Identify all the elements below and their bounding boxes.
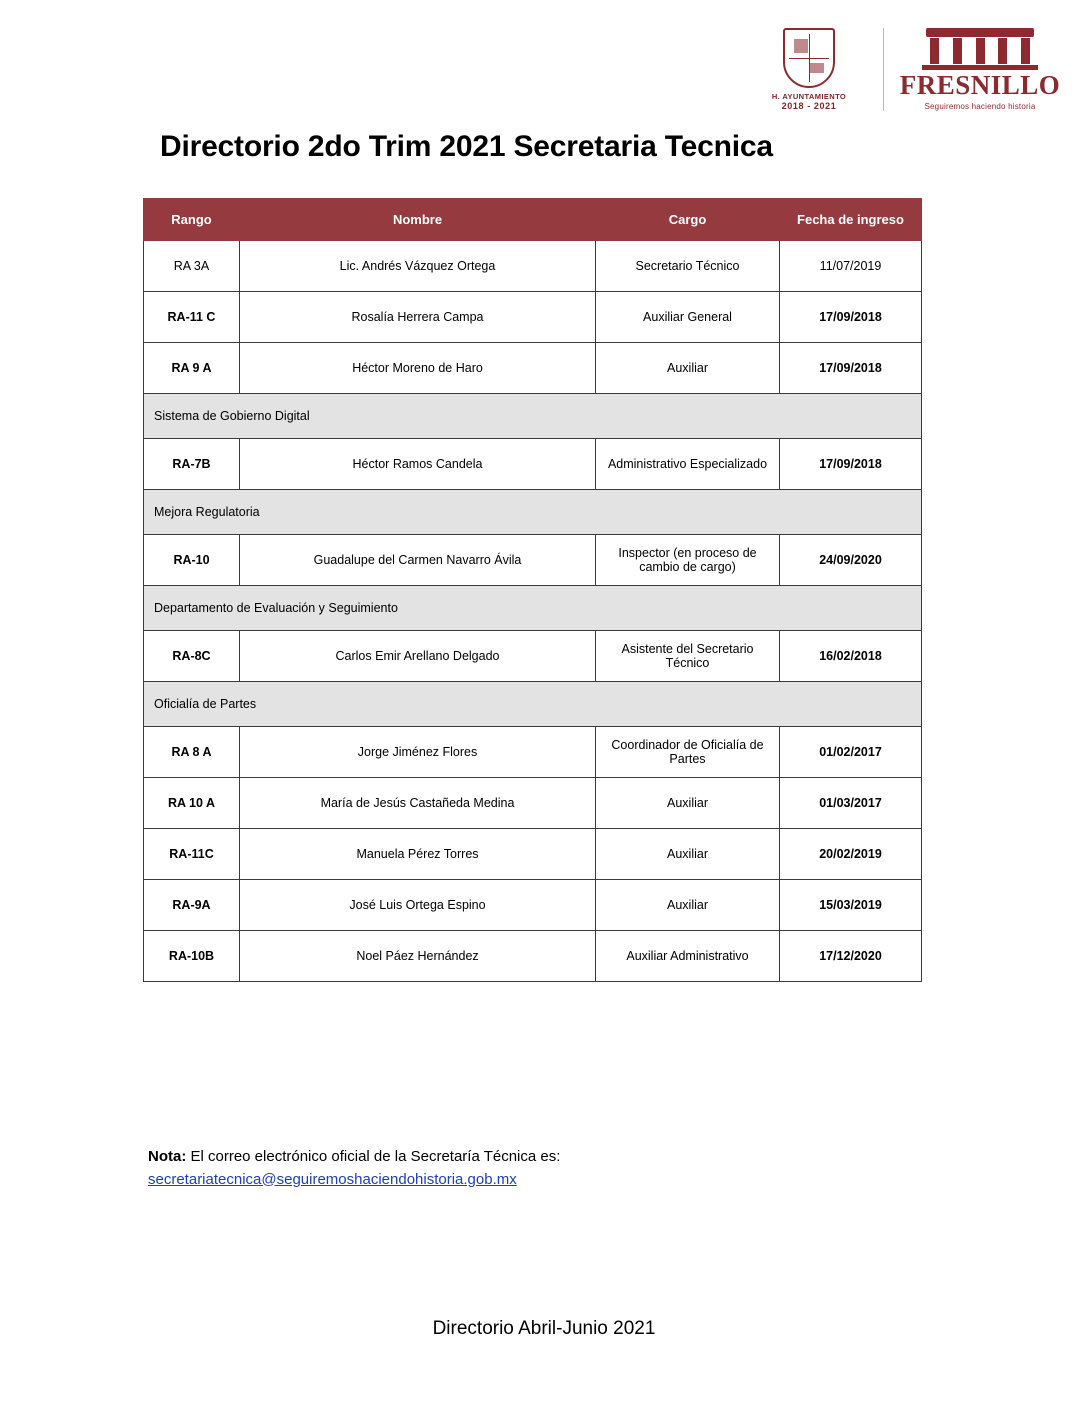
fresnillo-brand-block (884, 28, 1060, 111)
directory-table (143, 198, 922, 982)
column-header-nombre: Nombre (240, 199, 596, 241)
page-title: Directorio 2do Trim 2021 Secretaria Tecnica (160, 130, 773, 163)
cell-nombre: María de Jesús Castañeda Medina (240, 778, 596, 829)
cell-fecha-ingreso: 17/12/2020 (780, 931, 922, 982)
section-label: Mejora Regulatoria (144, 490, 922, 535)
cell-rango: RA-11C (144, 829, 240, 880)
cell-fecha-ingreso: 17/09/2018 (780, 439, 922, 490)
document-header-logos (749, 28, 1060, 124)
municipal-crest-block (749, 28, 884, 111)
table-section-row (144, 490, 922, 535)
fresnillo-building-icon (920, 28, 1040, 70)
cell-cargo: Coordinador de Oficialía de Partes (596, 727, 780, 778)
cell-fecha-ingreso: 17/09/2018 (780, 292, 922, 343)
crest-line-1: H. AYUNTAMIENTO (771, 92, 847, 101)
table-row (144, 241, 922, 292)
cell-rango: RA 3A (144, 241, 240, 292)
column-header-cargo: Cargo (596, 199, 780, 241)
table-row (144, 778, 922, 829)
table-row (144, 727, 922, 778)
building-base (922, 65, 1038, 70)
table-row (144, 880, 922, 931)
cell-fecha-ingreso: 01/02/2017 (780, 727, 922, 778)
section-label: Departamento de Evaluación y Seguimiento (144, 586, 922, 631)
cell-fecha-ingreso: 20/02/2019 (780, 829, 922, 880)
cell-fecha-ingreso: 16/02/2018 (780, 631, 922, 682)
table-section-row (144, 394, 922, 439)
table-row (144, 439, 922, 490)
table-row (144, 535, 922, 586)
page-footer: Directorio Abril-Junio 2021 (432, 1318, 656, 1339)
table-section-row (144, 586, 922, 631)
cell-rango: RA 8 A (144, 727, 240, 778)
cell-cargo: Auxiliar (596, 343, 780, 394)
official-email-link[interactable]: secretariatecnica@seguiremoshaciendohistoria.gob.mx (148, 1170, 517, 1188)
cell-nombre: Héctor Moreno de Haro (240, 343, 596, 394)
note-text: El correo electrónico oficial de la Secretaría Técnica es: (186, 1148, 561, 1165)
cell-fecha-ingreso: 11/07/2019 (780, 241, 922, 292)
cell-nombre: Jorge Jiménez Flores (240, 727, 596, 778)
cell-fecha-ingreso: 17/09/2018 (780, 343, 922, 394)
crest-line-2: 2018 - 2021 (781, 101, 837, 111)
cell-rango: RA-10B (144, 931, 240, 982)
table-header-row (144, 199, 922, 241)
cell-rango: RA-10 (144, 535, 240, 586)
table-row (144, 343, 922, 394)
column-header-rango: Rango (144, 199, 240, 241)
cell-rango: RA-9A (144, 880, 240, 931)
cell-rango: RA-8C (144, 631, 240, 682)
column-header-fecha: Fecha de ingreso (780, 199, 922, 241)
cell-nombre: Rosalía Herrera Campa (240, 292, 596, 343)
crest-quarter-lower-right (810, 63, 824, 73)
cell-cargo: Inspector (en proceso de cambio de cargo) (596, 535, 780, 586)
cell-cargo: Auxiliar (596, 778, 780, 829)
table-header (144, 199, 922, 241)
fresnillo-tagline: Seguiremos haciendo historia (924, 102, 1036, 111)
cell-cargo: Asistente del Secretario Técnico (596, 631, 780, 682)
cell-fecha-ingreso: 15/03/2019 (780, 880, 922, 931)
cell-nombre: Guadalupe del Carmen Navarro Ávila (240, 535, 596, 586)
cell-cargo: Auxiliar (596, 829, 780, 880)
cell-nombre: Manuela Pérez Torres (240, 829, 596, 880)
cell-nombre: Lic. Andrés Vázquez Ortega (240, 241, 596, 292)
table-row (144, 292, 922, 343)
table-body (144, 241, 922, 982)
cell-nombre: Noel Páez Hernández (240, 931, 596, 982)
cell-cargo: Secretario Técnico (596, 241, 780, 292)
section-label: Sistema de Gobierno Digital (144, 394, 922, 439)
building-roof (926, 28, 1034, 37)
crest-quarter-upper-left (794, 39, 808, 53)
table-section-row (144, 682, 922, 727)
cell-cargo: Auxiliar General (596, 292, 780, 343)
note-label: Nota: (148, 1148, 187, 1165)
cell-rango: RA-11 C (144, 292, 240, 343)
cell-fecha-ingreso: 01/03/2017 (780, 778, 922, 829)
cell-cargo: Administrativo Especializado (596, 439, 780, 490)
cell-rango: RA 10 A (144, 778, 240, 829)
cell-nombre: Héctor Ramos Candela (240, 439, 596, 490)
cell-cargo: Auxiliar Administrativo (596, 931, 780, 982)
building-columns (930, 38, 1030, 64)
directory-table-container (143, 198, 921, 982)
cell-rango: RA-7B (144, 439, 240, 490)
cell-fecha-ingreso: 24/09/2020 (780, 535, 922, 586)
municipal-crest-icon (783, 28, 835, 88)
note-block (148, 1146, 908, 1191)
cell-nombre: Carlos Emir Arellano Delgado (240, 631, 596, 682)
fresnillo-wordmark: FRESNILLO (899, 70, 1061, 100)
table-row (144, 931, 922, 982)
cell-rango: RA 9 A (144, 343, 240, 394)
section-label: Oficialía de Partes (144, 682, 922, 727)
table-row (144, 631, 922, 682)
cell-cargo: Auxiliar (596, 880, 780, 931)
cell-nombre: José Luis Ortega Espino (240, 880, 596, 931)
table-row (144, 829, 922, 880)
